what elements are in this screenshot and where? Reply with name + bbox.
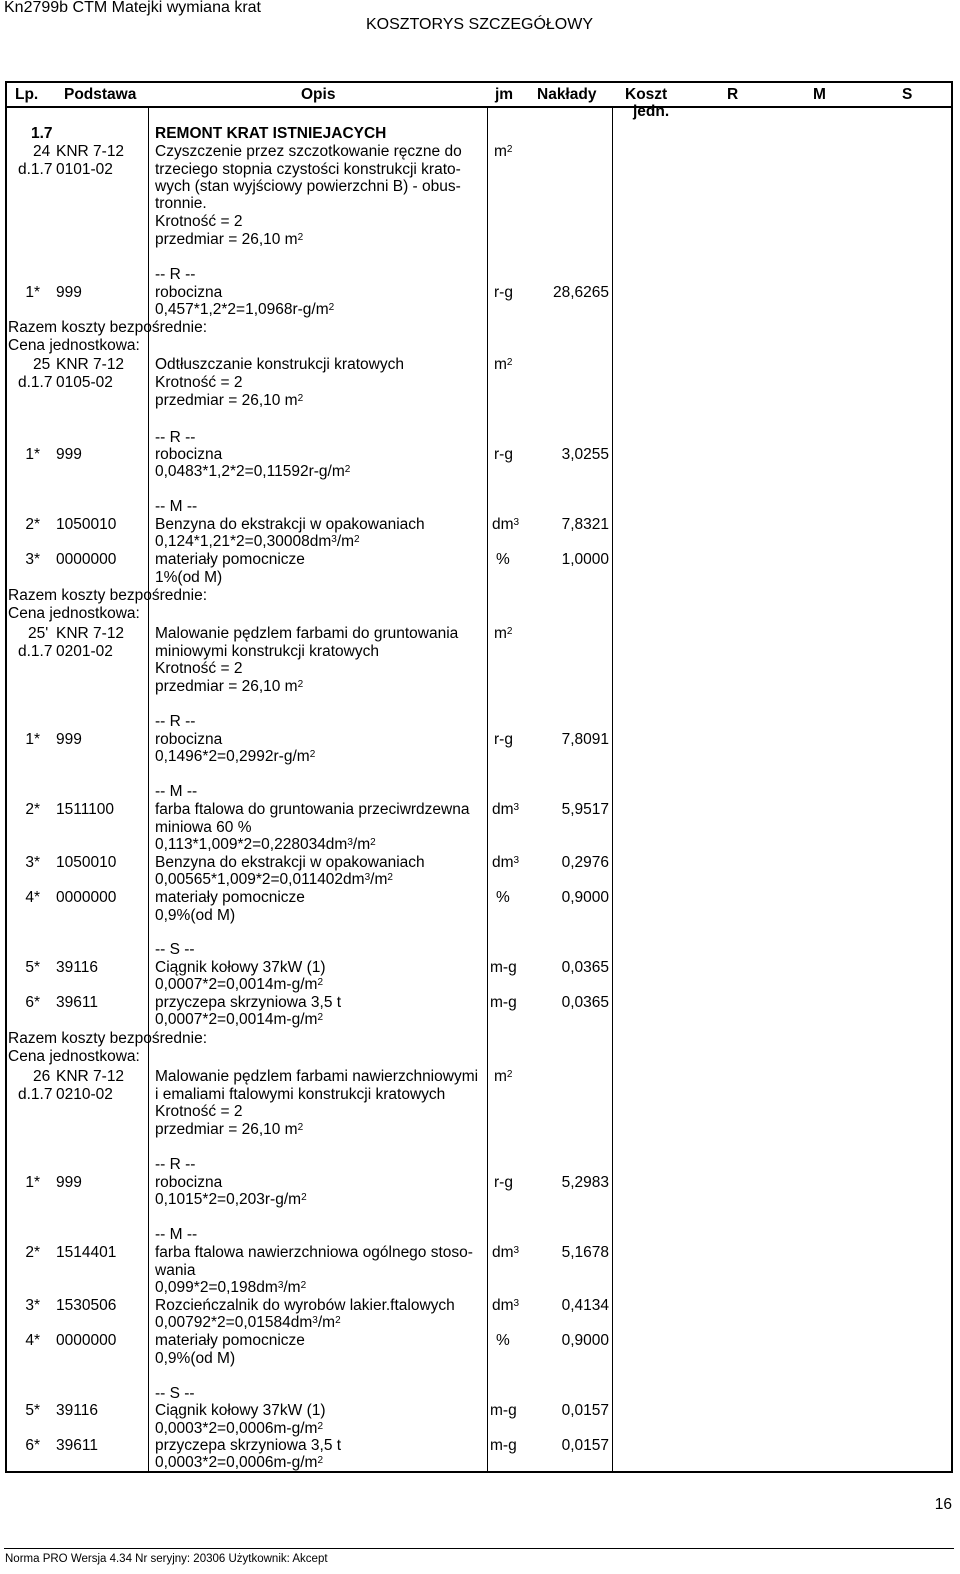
row-formula: $0,124*1,21*2=0,30008dm^3/m^2$ [155, 533, 360, 550]
equipment-marker: -- S -- [155, 1385, 195, 1402]
row-name: robocizna [155, 284, 223, 301]
row-name: robocizna [155, 446, 223, 463]
row-unit: $dm^3$ [492, 516, 520, 533]
row-formula: $0,0007*2=0,0014m-g/m^2$ [155, 1011, 323, 1028]
row-name: przyczepa skrzyniowa 3,5 t [155, 1437, 342, 1454]
item-description: miniowymi konstrukcji kratowych [155, 643, 379, 660]
row-input-value: 28,6265 [552, 284, 609, 301]
row-unit: $dm^3$ [492, 854, 520, 871]
item-basis-code: 0210-02 [56, 1086, 113, 1103]
item-description: wych (stan wyjściowy powierzchni B) - obus- [155, 178, 461, 195]
row-formula: 0,9%(od M) [155, 907, 236, 924]
item-description: i emaliami ftalowymi konstrukcji kratowych [155, 1086, 446, 1103]
row-number: 6* [25, 994, 40, 1011]
total-direct-costs-label: Razem koszty bezpośrednie: [8, 1030, 208, 1047]
page-number: 16 [934, 1496, 952, 1513]
item-basis: KNR 7-12 [56, 356, 125, 373]
item-quantity: przedmiar = 26,10 $m^2$ [155, 678, 304, 695]
row-code: 999 [56, 284, 82, 301]
row-unit: $dm^3$ [492, 801, 520, 818]
column-divider [148, 108, 149, 1471]
row-input-value: 5,9517 [561, 801, 609, 818]
row-input-value: 0,0157 [561, 1437, 609, 1454]
row-code: 999 [56, 1174, 82, 1191]
col-header-s: S [902, 86, 913, 103]
row-formula: $0,0483*1,2*2=0,11592r-g/m^2$ [155, 463, 351, 480]
row-formula: $0,1015*2=0,203r-g/m^2$ [155, 1191, 307, 1208]
labor-marker: -- R -- [155, 429, 196, 446]
row-number: 4* [25, 1332, 40, 1349]
file-title: Kn2799b CTM Matejki wymiana krat [4, 0, 261, 16]
material-marker: -- M -- [155, 1226, 198, 1243]
table-bottom-border [5, 1471, 953, 1473]
material-marker: -- M -- [155, 783, 198, 800]
item-basis-code: 0105-02 [56, 374, 113, 391]
row-unit: r-g [494, 284, 513, 301]
row-unit: % [496, 551, 510, 568]
row-formula: 0,9%(od M) [155, 1350, 236, 1367]
item-unit: $m^2$ [494, 356, 513, 373]
item-description: Malowanie pędzlem farbami nawierzchniowymi [155, 1068, 479, 1085]
item-number: 24 [33, 143, 51, 160]
row-number: 5* [25, 1402, 40, 1419]
table-top-border [5, 81, 953, 83]
row-code: 0000000 [56, 1332, 117, 1349]
row-input-value: 0,4134 [561, 1297, 609, 1314]
row-number: 3* [25, 1297, 40, 1314]
row-unit: m-g [490, 994, 517, 1011]
row-name: farba ftalowa do gruntowania przeciwrdzewna [155, 801, 470, 818]
row-input-value: 0,9000 [561, 889, 609, 906]
item-multiplier: Krotność = 2 [155, 374, 243, 391]
table-left-border [5, 81, 7, 1473]
row-number: 3* [25, 551, 40, 568]
col-header-koszt: Koszt [625, 86, 668, 103]
row-code: 0000000 [56, 889, 117, 906]
row-unit: m-g [490, 959, 517, 976]
item-description: Odtłuszczanie konstrukcji kratowych [155, 356, 404, 373]
row-name: materiały pomocnicze [155, 1332, 305, 1349]
row-unit: r-g [494, 446, 513, 463]
row-code: 999 [56, 731, 82, 748]
total-direct-costs-label: Razem koszty bezpośrednie: [8, 319, 208, 336]
item-number: 26 [33, 1068, 51, 1085]
row-number: 4* [25, 889, 40, 906]
row-formula: $0,0003*2=0,0006m-g/m^2$ [155, 1420, 323, 1437]
row-code: 1530506 [56, 1297, 117, 1314]
row-unit: % [496, 1332, 510, 1349]
row-input-value: 5,1678 [561, 1244, 609, 1261]
col-header-naklady: Nakłady [537, 86, 597, 103]
row-unit: $dm^3$ [492, 1297, 520, 1314]
column-divider [487, 108, 488, 1471]
table-right-border [951, 81, 953, 1473]
row-input-value: 7,8321 [561, 516, 609, 533]
row-formula: $0,0003*2=0,0006m-g/m^2$ [155, 1454, 323, 1471]
row-name: Benzyna do ekstrakcji w opakowaniach [155, 516, 425, 533]
row-number: 5* [25, 959, 40, 976]
row-code: 39116 [56, 959, 98, 976]
row-name: farba ftalowa nawierzchniowa ogólnego stoso- [155, 1244, 473, 1261]
item-quantity: przedmiar = 26,10 $m^2$ [155, 1121, 304, 1138]
row-unit: $dm^3$ [492, 1244, 520, 1261]
row-formula: 1%(od M) [155, 569, 223, 586]
item-chapter: d.1.7 [18, 374, 53, 391]
row-input-value: 7,8091 [561, 731, 609, 748]
equipment-marker: -- S -- [155, 941, 195, 958]
col-header-opis: Opis [301, 86, 336, 103]
row-name: miniowa 60 % [155, 819, 252, 836]
item-chapter: d.1.7 [18, 643, 53, 660]
row-code: 1511100 [56, 801, 115, 818]
row-number: 6* [25, 1437, 40, 1454]
row-code: 999 [56, 446, 82, 463]
col-header-m: M [813, 86, 826, 103]
row-input-value: 0,2976 [561, 854, 609, 871]
unit-price-label: Cena jednostkowa: [8, 1048, 140, 1065]
row-number: 1* [25, 446, 40, 463]
row-code: 1050010 [56, 516, 117, 533]
item-basis-code: 0101-02 [56, 161, 113, 178]
item-quantity: przedmiar = 26,10 $m^2$ [155, 392, 304, 409]
row-name: Ciągnik kołowy 37kW (1) [155, 959, 326, 976]
row-input-value: 3,0255 [561, 446, 609, 463]
item-number: 25 [33, 356, 51, 373]
material-marker: -- M -- [155, 498, 198, 515]
unit-price-label: Cena jednostkowa: [8, 605, 140, 622]
row-number: 1* [25, 284, 40, 301]
row-name: Rozcieńczalnik do wyrobów lakier.ftalowych [155, 1297, 455, 1314]
row-unit: r-g [494, 1174, 513, 1191]
row-name: materiały pomocnicze [155, 551, 305, 568]
row-number: 2* [25, 516, 40, 533]
row-code: 1514401 [56, 1244, 117, 1261]
row-formula: $0,00792*2=0,01584dm^3/m^2$ [155, 1314, 341, 1331]
row-unit: r-g [494, 731, 513, 748]
item-basis: KNR 7-12 [56, 1068, 125, 1085]
row-name: wania [155, 1262, 196, 1279]
row-formula: $0,1496*2=0,2992r-g/m^2$ [155, 748, 316, 765]
col-header-koszt-jedn: jedn. [633, 103, 670, 120]
row-number: 2* [25, 1244, 40, 1261]
item-description: tronnie. [155, 195, 207, 212]
item-unit: $m^2$ [494, 143, 513, 160]
row-formula: $0,00565*1,009*2=0,011402dm^3/m^2$ [155, 871, 393, 888]
item-chapter: d.1.7 [18, 1086, 53, 1103]
row-name: przyczepa skrzyniowa 3,5 t [155, 994, 342, 1011]
row-input-value: 0,0365 [561, 994, 609, 1011]
row-name: materiały pomocnicze [155, 889, 305, 906]
item-unit: $m^2$ [494, 625, 513, 642]
row-code: 39611 [56, 1437, 98, 1454]
col-header-jm: jm [495, 86, 514, 103]
row-formula: $0,099*2=0,198dm^3/m^2$ [155, 1279, 307, 1296]
unit-price-label: Cena jednostkowa: [8, 337, 140, 354]
item-description: Malowanie pędzlem farbami do gruntowania [155, 625, 459, 642]
row-name: Ciągnik kołowy 37kW (1) [155, 1402, 326, 1419]
row-code: 1050010 [56, 854, 117, 871]
report-title: KOSZTORYS SZCZEGÓŁOWY [366, 16, 593, 33]
item-description: trzeciego stopnia czystości konstrukcji krato- [155, 161, 461, 178]
row-name: robocizna [155, 1174, 223, 1191]
total-direct-costs-label: Razem koszty bezpośrednie: [8, 587, 208, 604]
item-multiplier: Krotność = 2 [155, 213, 243, 230]
row-formula: $0,113*1,009*2=0,228034dm^3/m^2$ [155, 836, 376, 853]
item-description: Czyszczenie przez szczotkowanie ręczne do [155, 143, 462, 160]
item-unit: $m^2$ [494, 1068, 513, 1085]
row-input-value: 0,0157 [561, 1402, 609, 1419]
row-number: 3* [25, 854, 40, 871]
item-basis: KNR 7-12 [56, 143, 125, 160]
row-input-value: 1,0000 [561, 551, 609, 568]
item-multiplier: Krotność = 2 [155, 1103, 243, 1120]
row-formula: $0,457*1,2*2=1,0968r-g/m^2$ [155, 301, 335, 318]
row-name: robocizna [155, 731, 223, 748]
row-input-value: 0,9000 [561, 1332, 609, 1349]
row-code: 39116 [56, 1402, 98, 1419]
row-name: Benzyna do ekstrakcji w opakowaniach [155, 854, 425, 871]
labor-marker: -- R -- [155, 266, 196, 283]
item-multiplier: Krotność = 2 [155, 660, 243, 677]
row-unit: % [496, 889, 510, 906]
row-input-value: 0,0365 [561, 959, 609, 976]
row-number: 1* [25, 731, 40, 748]
item-quantity: przedmiar = 26,10 $m^2$ [155, 231, 304, 248]
item-chapter: d.1.7 [18, 161, 53, 178]
item-basis: KNR 7-12 [56, 625, 125, 642]
row-number: 2* [25, 801, 40, 818]
footer-divider [4, 1548, 954, 1549]
software-info: Norma PRO Wersja 4.34 Nr seryjny: 20306 Użytkownik: Akcept [5, 1553, 328, 1565]
row-code: 0000000 [56, 551, 117, 568]
labor-marker: -- R -- [155, 1156, 196, 1173]
row-code: 39611 [56, 994, 98, 1011]
item-number: 25' [28, 625, 49, 642]
col-header-r: R [727, 86, 739, 103]
row-input-value: 5,2983 [561, 1174, 609, 1191]
row-unit: m-g [490, 1402, 517, 1419]
labor-marker: -- R -- [155, 713, 196, 730]
row-number: 1* [25, 1174, 40, 1191]
item-basis-code: 0201-02 [56, 643, 113, 660]
row-unit: m-g [490, 1437, 517, 1454]
col-header-lp: Lp. [15, 86, 39, 103]
row-formula: $0,0007*2=0,0014m-g/m^2$ [155, 976, 323, 993]
col-header-podstawa: Podstawa [64, 86, 137, 103]
section-number: 1.7 [31, 125, 53, 142]
column-divider [612, 108, 613, 1471]
section-title: REMONT KRAT ISTNIEJACYCH [155, 125, 387, 142]
